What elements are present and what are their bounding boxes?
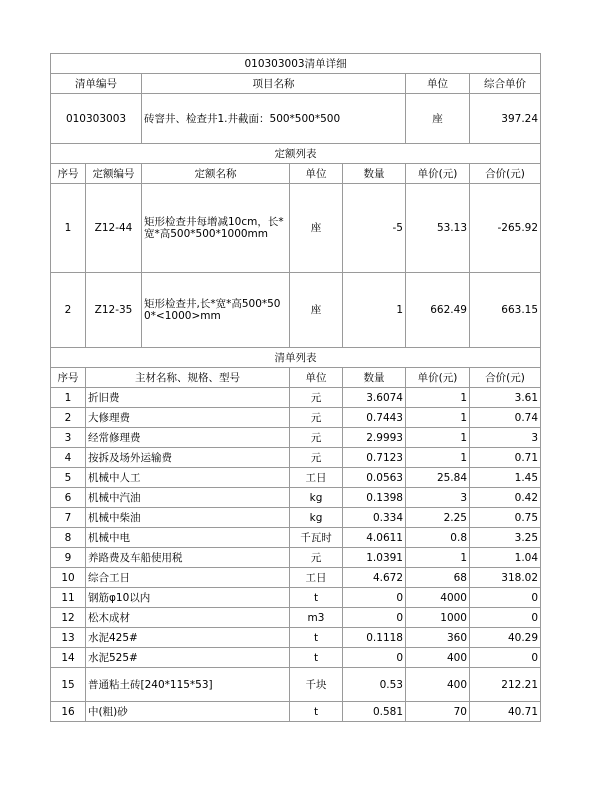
list-unit: 千瓦时	[290, 528, 343, 548]
quota-no: 2	[51, 273, 86, 348]
quota-qty: -5	[343, 184, 406, 273]
quota-header-cell: 定额编号	[86, 164, 142, 184]
list-row	[51, 468, 541, 488]
list-price: 25.84	[406, 468, 470, 488]
list-row	[51, 668, 541, 702]
list-qty: 0	[343, 588, 406, 608]
quota-row	[51, 184, 541, 273]
list-qty: 0.7123	[343, 448, 406, 468]
list-name: 水泥525#	[86, 648, 290, 668]
list-row	[51, 648, 541, 668]
quota-code: Z12-35	[86, 273, 142, 348]
list-qty: 0	[343, 608, 406, 628]
quota-name: 矩形检查井每增减10cm，长*宽*高500*500*1000mm	[142, 184, 290, 273]
quota-price: 662.49	[406, 273, 470, 348]
item-code: 010303003	[51, 94, 142, 144]
list-section-title: 清单列表	[51, 348, 541, 368]
list-name: 经常修理费	[86, 428, 290, 448]
list-unit: t	[290, 648, 343, 668]
quota-header-cell: 序号	[51, 164, 86, 184]
list-qty: 0	[343, 648, 406, 668]
list-name: 中(粗)砂	[86, 702, 290, 722]
list-unit: 千块	[290, 668, 343, 702]
list-header-cell: 单位	[290, 368, 343, 388]
quota-no: 1	[51, 184, 86, 273]
list-qty: 1.0391	[343, 548, 406, 568]
list-name: 养路费及车船使用税	[86, 548, 290, 568]
list-total: 0.74	[470, 408, 541, 428]
list-row	[51, 388, 541, 408]
list-qty: 0.334	[343, 508, 406, 528]
list-no: 12	[51, 608, 86, 628]
list-total: 40.29	[470, 628, 541, 648]
list-unit: t	[290, 628, 343, 648]
list-no: 1	[51, 388, 86, 408]
list-total: 1.45	[470, 468, 541, 488]
list-total: 40.71	[470, 702, 541, 722]
quota-header-cell: 单价(元)	[406, 164, 470, 184]
list-price: 400	[406, 648, 470, 668]
list-qty: 0.1118	[343, 628, 406, 648]
price-header: 综合单价	[470, 74, 541, 94]
quota-price: 53.13	[406, 184, 470, 273]
list-total: 0.75	[470, 508, 541, 528]
quota-row	[51, 273, 541, 348]
list-name: 钢筋φ10以内	[86, 588, 290, 608]
list-row	[51, 702, 541, 722]
list-no: 13	[51, 628, 86, 648]
list-qty: 0.53	[343, 668, 406, 702]
list-qty: 4.672	[343, 568, 406, 588]
list-unit: 元	[290, 548, 343, 568]
list-unit: t	[290, 588, 343, 608]
list-price: 1	[406, 408, 470, 428]
list-total: 318.02	[470, 568, 541, 588]
list-header-cell: 序号	[51, 368, 86, 388]
list-no: 2	[51, 408, 86, 428]
list-name: 折旧费	[86, 388, 290, 408]
list-total: 0.42	[470, 488, 541, 508]
detail-table	[50, 53, 541, 722]
list-price: 1	[406, 548, 470, 568]
list-no: 10	[51, 568, 86, 588]
list-row	[51, 548, 541, 568]
list-unit: 工日	[290, 468, 343, 488]
list-header-cell: 数量	[343, 368, 406, 388]
list-qty: 0.0563	[343, 468, 406, 488]
quota-header-cell: 单位	[290, 164, 343, 184]
list-qty: 2.9993	[343, 428, 406, 448]
list-price: 70	[406, 702, 470, 722]
item-price: 397.24	[470, 94, 541, 144]
list-name: 机械中柴油	[86, 508, 290, 528]
list-header-cell: 合价(元)	[470, 368, 541, 388]
list-name: 机械中电	[86, 528, 290, 548]
list-no: 11	[51, 588, 86, 608]
list-price: 360	[406, 628, 470, 648]
list-total: 0	[470, 608, 541, 628]
list-name: 大修理费	[86, 408, 290, 428]
list-name: 按拆及场外运输费	[86, 448, 290, 468]
list-row	[51, 588, 541, 608]
list-row	[51, 608, 541, 628]
list-price: 68	[406, 568, 470, 588]
item-name: 砖窨井、检查井1.井截面：500*500*500	[142, 94, 406, 144]
list-name: 机械中人工	[86, 468, 290, 488]
list-no: 3	[51, 428, 86, 448]
quota-unit: 座	[290, 273, 343, 348]
list-name: 水泥425#	[86, 628, 290, 648]
list-name: 普通粘土砖[240*115*53]	[86, 668, 290, 702]
list-unit: 元	[290, 388, 343, 408]
list-price: 1	[406, 428, 470, 448]
list-row	[51, 448, 541, 468]
list-total: 3.25	[470, 528, 541, 548]
list-unit: 元	[290, 448, 343, 468]
list-total: 0	[470, 588, 541, 608]
quota-section-title: 定额列表	[51, 144, 541, 164]
table-title: 010303003清单详细	[51, 54, 541, 74]
list-unit: m3	[290, 608, 343, 628]
list-no: 14	[51, 648, 86, 668]
list-total: 0	[470, 648, 541, 668]
quota-total: -265.92	[470, 184, 541, 273]
quota-code: Z12-44	[86, 184, 142, 273]
list-no: 16	[51, 702, 86, 722]
list-no: 15	[51, 668, 86, 702]
list-unit: 元	[290, 408, 343, 428]
list-qty: 3.6074	[343, 388, 406, 408]
quota-header-cell: 合价(元)	[470, 164, 541, 184]
list-row	[51, 408, 541, 428]
list-header-cell: 主材名称、规格、型号	[86, 368, 290, 388]
quota-unit: 座	[290, 184, 343, 273]
list-name: 综合工日	[86, 568, 290, 588]
list-row	[51, 568, 541, 588]
quota-qty: 1	[343, 273, 406, 348]
list-total: 212.21	[470, 668, 541, 702]
name-header: 项目名称	[142, 74, 406, 94]
list-price: 1	[406, 448, 470, 468]
list-unit: kg	[290, 508, 343, 528]
list-total: 1.04	[470, 548, 541, 568]
list-no: 8	[51, 528, 86, 548]
list-row	[51, 628, 541, 648]
list-name: 机械中汽油	[86, 488, 290, 508]
list-price: 4000	[406, 588, 470, 608]
list-header-cell: 单价(元)	[406, 368, 470, 388]
list-no: 5	[51, 468, 86, 488]
list-total: 0.71	[470, 448, 541, 468]
list-total: 3.61	[470, 388, 541, 408]
list-price: 1	[406, 388, 470, 408]
list-total: 3	[470, 428, 541, 448]
list-qty: 0.1398	[343, 488, 406, 508]
list-qty: 4.0611	[343, 528, 406, 548]
quota-total: 663.15	[470, 273, 541, 348]
list-row	[51, 508, 541, 528]
list-unit: kg	[290, 488, 343, 508]
list-price: 2.25	[406, 508, 470, 528]
list-qty: 0.581	[343, 702, 406, 722]
list-no: 4	[51, 448, 86, 468]
item-unit: 座	[406, 94, 470, 144]
list-price: 3	[406, 488, 470, 508]
list-price: 0.8	[406, 528, 470, 548]
list-row	[51, 528, 541, 548]
unit-header: 单位	[406, 74, 470, 94]
list-qty: 0.7443	[343, 408, 406, 428]
list-no: 9	[51, 548, 86, 568]
list-row	[51, 488, 541, 508]
quota-name: 矩形检查井,长*宽*高500*500*<1000>mm	[142, 273, 290, 348]
list-price: 400	[406, 668, 470, 702]
list-name: 松木成材	[86, 608, 290, 628]
list-unit: 工日	[290, 568, 343, 588]
quota-header-cell: 定额名称	[142, 164, 290, 184]
list-unit: t	[290, 702, 343, 722]
quota-header-row	[51, 164, 541, 184]
code-header: 清单编号	[51, 74, 142, 94]
list-price: 1000	[406, 608, 470, 628]
quota-header-cell: 数量	[343, 164, 406, 184]
list-unit: 元	[290, 428, 343, 448]
list-header-row	[51, 368, 541, 388]
list-row	[51, 428, 541, 448]
list-no: 6	[51, 488, 86, 508]
list-no: 7	[51, 508, 86, 528]
